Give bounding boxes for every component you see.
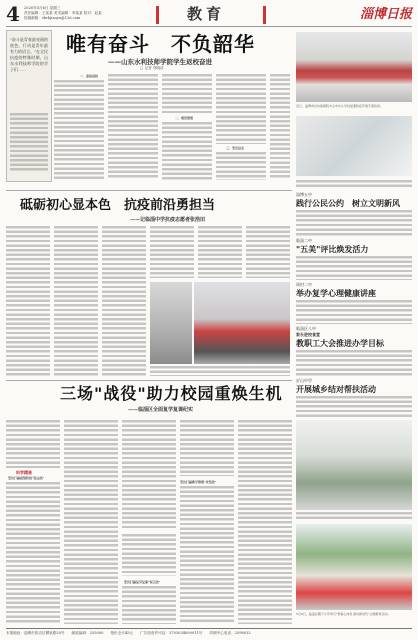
school-2: 临淄二中 (296, 238, 312, 243)
story1-subtitle: ——山东水利技师学院学生返校奋进 (108, 58, 212, 66)
story1-quote: "奋斗是青春最亮丽的底色，行动是青年最有力的语言。"在全民抗疫的特殊时期，山东水利技师学院的学子们…… (10, 37, 48, 72)
story3-section-b: 坚决打赢教学管理"攻坚战" (180, 480, 217, 484)
title-1: 践行公民公约 树立文明新风 (296, 198, 400, 208)
story1-byline: □ 记者 郑晓清 (140, 66, 164, 70)
photo-classroom (296, 420, 412, 510)
story1-heading-c: 三、坚定信念 (226, 146, 245, 150)
title-4: 家长进校食堂 (296, 332, 320, 337)
story1-sidebar (6, 30, 52, 182)
school-5: 沂山中学 (296, 378, 312, 383)
story3-section-a: 科学精准 (16, 470, 32, 475)
header-meta (24, 6, 102, 21)
photo-students-group (296, 32, 412, 102)
meta-editors: 责任编辑：王某某 美术编辑：李某某 校对：赵某 (24, 11, 102, 15)
story1-heading-b: 二、规范管理 (175, 116, 194, 120)
school-4: 临淄区八中 (296, 326, 316, 331)
school-1: 淄博五中 (296, 192, 312, 197)
photo-students-flag (296, 524, 412, 610)
story3-section-c: 坚决打赢复学复课"保卫战" (124, 580, 161, 584)
meta-date: 2020年5月6日 星期三 (24, 6, 61, 10)
story3-subtitle: ——临淄区全面复学复课纪实 (128, 407, 194, 413)
caption-bottom: 5月4日，临淄区稷下小学举行"青春心向党 建功新时代"主题教育活动。 (296, 612, 391, 616)
title-4b: 教职工大会推进办学目标 (296, 338, 384, 348)
title-3: 举办复学心理健康讲座 (296, 288, 376, 298)
story1-title: 唯有奋斗 不负韶华 (66, 32, 255, 56)
section-title: 教育 (186, 5, 225, 23)
caption-top: 近日，淄博市妇幼保健院为全市中小学校复课防疫开展专项培训。 (296, 104, 384, 108)
page-footer: 本报地址：淄博市张店区柳泉路20号 邮政编码：255000 报价全月45元 广告经营许可证：3703034000011号 印刷中心电话：2598032 (6, 628, 412, 639)
newspaper-logo: 淄博日报 (359, 7, 412, 22)
photo-volunteers-right (194, 282, 290, 364)
meta-email: 投稿邮箱：zbrbjiaoyu@126.com (24, 16, 81, 20)
story2-subtitle: ——记临淄中学抗疫志愿者张浩田 (130, 217, 206, 223)
photo-training (296, 116, 412, 176)
story2-title: 砥砺初心显本色 抗疫前沿勇担当 (20, 198, 216, 213)
page-number: 4 (6, 2, 20, 26)
story3-title: 三场"战役"助力校园重焕生机 (60, 384, 283, 403)
photo-volunteers-left (150, 282, 192, 364)
title-5: 开展城乡结对帮扶活动 (296, 384, 376, 394)
title-2: "五美"评比焕发活力 (296, 244, 369, 254)
page-header (6, 4, 412, 27)
story1-heading-a: 一、迎接返校 (80, 74, 99, 78)
school-3: 周村二中 (296, 282, 312, 287)
story3-subhead-a: 坚决打赢疫情防控"阻击战" (8, 476, 45, 480)
